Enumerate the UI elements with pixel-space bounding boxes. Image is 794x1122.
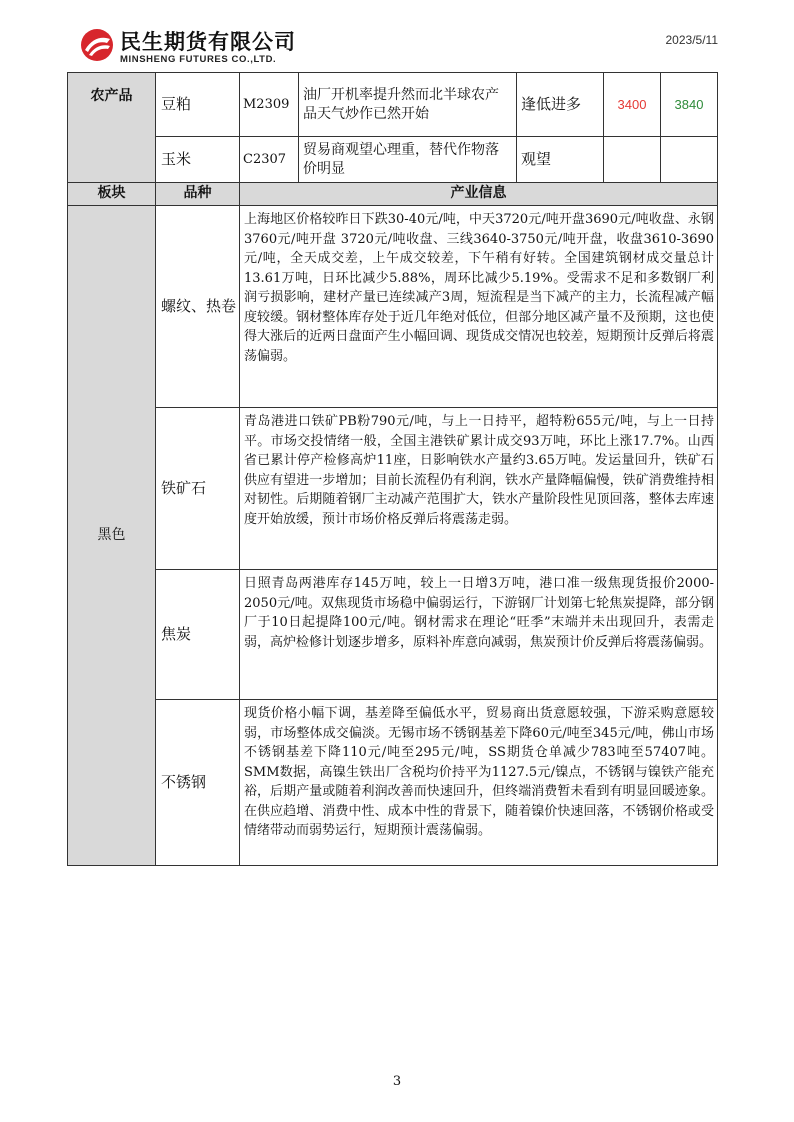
variety-cell: 螺纹、热卷: [156, 206, 240, 408]
variety-cell: 不锈钢: [156, 700, 240, 866]
table-header-row: [68, 183, 718, 206]
price-high: 3840: [661, 73, 718, 137]
industry-info-cell: 现货价格小幅下调，基差降至偏低水平，贸易商出货意愿较强，下游采购意愿较弱，市场整体成交偏淡。无锡市场不锈钢基差下降60元/吨至345元/吨，佛山市场不锈钢基差下降110元/吨至295元/吨，SS期货仓单减少783吨至57407吨。SMM数据，高镍生铁出厂含税均价持平为1127.5元/镍点，不锈钢与镍铁产能充裕，后期产量或随着利润改善而快速回升，但终端消费暂未看到有明显回暖迹象。在供应趋增、消费中性、成本中性的背景下，随着镍价快速回落，不锈钢价格或受情绪带动而弱势运行，短期预计震荡偏弱。: [240, 700, 718, 866]
contract-code: C2307: [240, 137, 299, 183]
header-industry-info: 产业信息: [240, 183, 718, 206]
industry-info-cell: 日照青岛两港库存145万吨，较上一日增3万吨，港口准一级焦现货报价2000-2050元/吨。双焦现货市场稳中偏弱运行，下游钢厂计划第七轮焦炭提降，部分钢厂于10日起提降100元/吨。钢材需求在理论“旺季”末端并未出现回升，表需走弱，高炉检修计划逐步增多，原料补库意向减弱，焦炭预计价反弹后将震荡偏弱。: [240, 570, 718, 700]
price-low: 3400: [604, 73, 661, 137]
price-low: [604, 137, 661, 183]
view-cell: 观望: [517, 137, 604, 183]
header-variety: 品种: [156, 183, 240, 206]
page-number: 3: [392, 1074, 402, 1089]
brief-cell: 贸易商观望心理重，替代作物落价明显: [299, 137, 517, 183]
table-row: [68, 408, 718, 570]
table-row: [68, 206, 718, 408]
table-row: [68, 137, 718, 183]
table-row: [68, 570, 718, 700]
contract-code: M2309: [240, 73, 299, 137]
view-cell: 逢低进多: [517, 73, 604, 137]
price-high: [661, 137, 718, 183]
sector-cell: 黑色: [68, 206, 156, 866]
header-sector: 板块: [68, 183, 156, 206]
variety-cell: 铁矿石: [156, 408, 240, 570]
table-row: [68, 700, 718, 866]
minsheng-logo-icon: [80, 28, 114, 62]
logo-english-name: MINSHENG FUTURES CO.,LTD.: [120, 54, 277, 65]
sector-cell: 农产品: [68, 73, 156, 183]
variety-cell: 玉米: [156, 137, 240, 183]
logo-chinese-name: 民生期货有限公司: [120, 30, 296, 54]
variety-cell: 焦炭: [156, 570, 240, 700]
brief-cell: 油厂开机率提升然而北半球农产品天气炒作已然开始: [299, 73, 517, 137]
industry-info-cell: 青岛港进口铁矿PB粉790元/吨，与上一日持平，超特粉655元/吨，与上一日持平。市场交投情绪一般，全国主港铁矿累计成交93万吨，环比上涨17.7%。山西省已累计停产检修高炉11座，日影响铁水产量约3.65万吨。发运量回升，铁矿石供应有望进一步增加；目前长流程仍有利润，铁水产量降幅偏慢，铁矿消费维持相对韧性。后期随着钢厂主动减产范围扩大，铁水产量阶段性见顶回落，整体去库速度开始放缓，预计市场价格反弹后将震荡走弱。: [240, 408, 718, 570]
industry-info-cell: 上海地区价格较昨日下跌30-40元/吨，中天3720元/吨开盘3690元/吨收盘、永钢3760元/吨开盘 3720元/吨收盘、三线3640-3750元/吨开盘，收盘3610-3690元/吨，全天成交差，上午成交较差，下午稍有好转。全国建筑钢材成交量总计13.61万吨，日环比减少5.88%，周环比减少5.19%。受需求不足和多数钢厂利润亏损影响，建材产量已连续减产3周，短流程是当下减产的主力，长流程减产幅度较缓。钢材整体库存处于近几年绝对低位，但部分地区减产量不及预期，这也使得大涨后的近两日盘面产生小幅回调、现货成交情况也较差，短期预计反弹后将震荡偏弱。: [240, 206, 718, 408]
industry-table: [67, 72, 718, 866]
table-row: [68, 73, 718, 137]
variety-cell: 豆粕: [156, 73, 240, 137]
report-date: 2023/5/11: [665, 33, 718, 47]
page-header: [0, 0, 794, 70]
